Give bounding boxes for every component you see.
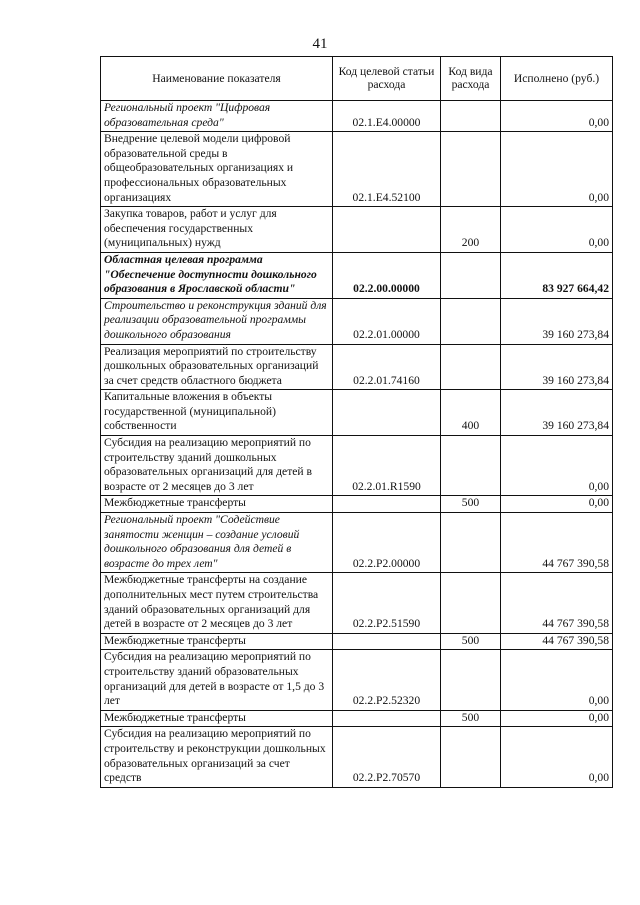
cell-indicator-name: Субсидия на реализацию мероприятий по строительству и реконструкции дошкольных образовательных организаций за счет средств	[101, 727, 333, 787]
table-row	[101, 298, 613, 344]
table-row	[101, 710, 613, 727]
cell-target-code: 02.1.Е4.52100	[333, 132, 441, 207]
cell-target-code	[333, 496, 441, 513]
cell-expense-type-code: 500	[441, 710, 501, 727]
cell-executed-amount: 39 160 273,84	[501, 344, 613, 390]
cell-expense-type-code	[441, 101, 501, 132]
cell-target-code	[333, 710, 441, 727]
cell-indicator-name: Межбюджетные трансферты на создание дополнительных мест путем строительства зданий образовательных организаций для детей в возрасте от 2 месяцев до 3 лет	[101, 573, 333, 633]
table-row	[101, 513, 613, 573]
cell-target-code	[333, 633, 441, 650]
cell-expense-type-code: 500	[441, 633, 501, 650]
cell-indicator-name: Реализация мероприятий по строительству дошкольных образовательных организаций за счет средств областного бюджета	[101, 344, 333, 390]
cell-target-code: 02.2.P2.70570	[333, 727, 441, 787]
cell-expense-type-code: 200	[441, 207, 501, 253]
cell-executed-amount: 44 767 390,58	[501, 633, 613, 650]
cell-target-code: 02.2.01.00000	[333, 298, 441, 344]
header-row	[101, 57, 613, 101]
header-indicator-name: Наименование показателя	[101, 57, 333, 101]
table-row	[101, 496, 613, 513]
cell-target-code	[333, 390, 441, 436]
cell-expense-type-code	[441, 650, 501, 710]
cell-indicator-name: Субсидия на реализацию мероприятий по строительству зданий дошкольных образовательных организаций для детей в возрасте от 2 месяцев до 3 лет	[101, 436, 333, 496]
cell-executed-amount: 39 160 273,84	[501, 390, 613, 436]
table-row	[101, 390, 613, 436]
table-header	[101, 57, 613, 101]
table-row	[101, 101, 613, 132]
cell-executed-amount: 0,00	[501, 207, 613, 253]
cell-executed-amount: 0,00	[501, 496, 613, 513]
cell-indicator-name: Закупка товаров, работ и услуг для обеспечения государственных (муниципальных) нужд	[101, 207, 333, 253]
cell-executed-amount: 0,00	[501, 101, 613, 132]
table-body	[101, 101, 613, 788]
cell-target-code: 02.2.P2.52320	[333, 650, 441, 710]
table-row	[101, 207, 613, 253]
cell-indicator-name: Строительство и реконструкция зданий для реализации образовательной программы дошкольного образования	[101, 298, 333, 344]
cell-target-code: 02.1.Е4.00000	[333, 101, 441, 132]
cell-expense-type-code	[441, 298, 501, 344]
cell-expense-type-code	[441, 132, 501, 207]
cell-executed-amount: 0,00	[501, 132, 613, 207]
cell-target-code: 02.2.00.00000	[333, 252, 441, 298]
table-row	[101, 436, 613, 496]
cell-expense-type-code	[441, 513, 501, 573]
cell-expense-type-code	[441, 573, 501, 633]
cell-executed-amount: 44 767 390,58	[501, 513, 613, 573]
cell-indicator-name: Капитальные вложения в объекты государственной (муниципальной) собственности	[101, 390, 333, 436]
budget-execution-table	[100, 56, 613, 788]
cell-executed-amount: 0,00	[501, 650, 613, 710]
cell-expense-type-code: 400	[441, 390, 501, 436]
cell-expense-type-code: 500	[441, 496, 501, 513]
cell-indicator-name: Внедрение целевой модели цифровой образовательной среды в общеобразовательных организациях и профессиональных образовательных организациях	[101, 132, 333, 207]
cell-indicator-name: Межбюджетные трансферты	[101, 710, 333, 727]
cell-indicator-name: Субсидия на реализацию мероприятий по строительству зданий образовательных организаций для детей в возрасте от 1,5 до 3 лет	[101, 650, 333, 710]
table-row	[101, 132, 613, 207]
table-row	[101, 573, 613, 633]
table-row	[101, 252, 613, 298]
table-row	[101, 650, 613, 710]
cell-indicator-name: Межбюджетные трансферты	[101, 633, 333, 650]
table-row	[101, 633, 613, 650]
cell-indicator-name: Межбюджетные трансферты	[101, 496, 333, 513]
cell-executed-amount: 39 160 273,84	[501, 298, 613, 344]
cell-target-code: 02.2.P2.00000	[333, 513, 441, 573]
header-expense-type-code: Код вида расхода	[441, 57, 501, 101]
cell-expense-type-code	[441, 344, 501, 390]
cell-executed-amount: 44 767 390,58	[501, 573, 613, 633]
cell-executed-amount: 0,00	[501, 727, 613, 787]
table-row	[101, 344, 613, 390]
cell-expense-type-code	[441, 252, 501, 298]
header-executed-amount: Исполнено (руб.)	[501, 57, 613, 101]
cell-expense-type-code	[441, 727, 501, 787]
header-target-code: Код целевой статьи расхода	[333, 57, 441, 101]
table-row	[101, 727, 613, 787]
cell-expense-type-code	[441, 436, 501, 496]
cell-executed-amount: 83 927 664,42	[501, 252, 613, 298]
cell-target-code	[333, 207, 441, 253]
cell-indicator-name: Областная целевая программа "Обеспечение доступности дошкольного образования в Ярославской области"	[101, 252, 333, 298]
cell-executed-amount: 0,00	[501, 436, 613, 496]
cell-executed-amount: 0,00	[501, 710, 613, 727]
cell-target-code: 02.2.01.R1590	[333, 436, 441, 496]
page-number: 41	[312, 36, 328, 52]
cell-target-code: 02.2.01.74160	[333, 344, 441, 390]
cell-indicator-name: Региональный проект "Содействие занятости женщин – создание условий дошкольного образования для детей в возрасте до трех лет"	[101, 513, 333, 573]
cell-indicator-name: Региональный проект "Цифровая образовательная среда"	[101, 101, 333, 132]
cell-target-code: 02.2.P2.51590	[333, 573, 441, 633]
